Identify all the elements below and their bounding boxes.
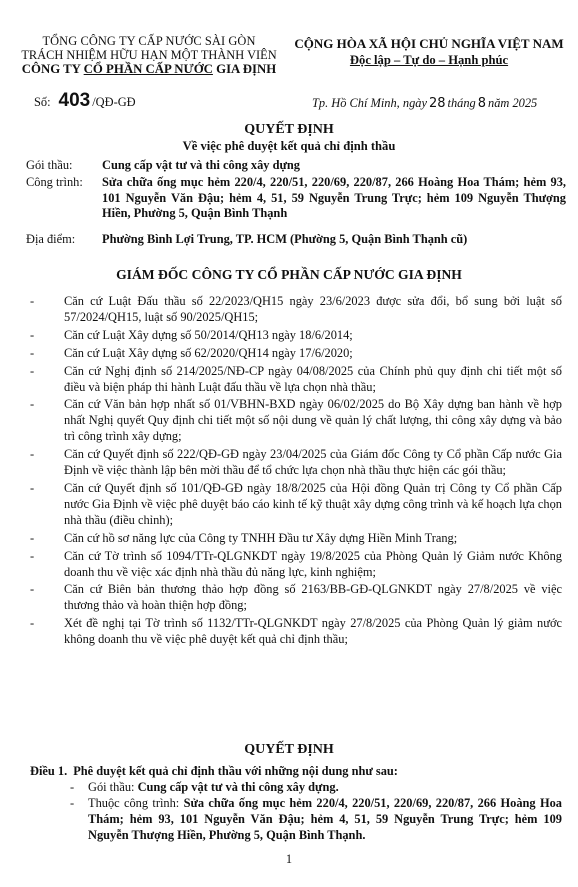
document-number-label: Số:: [34, 95, 51, 109]
info-package: [26, 158, 566, 174]
legal-basis-item: - Căn cứ Biên bản thương thảo hợp đồng số 2163/BB-GĐ-QLGNKDT ngày 27/8/2025 về việc thương thảo và hoàn thiện hợp đồng;: [30, 582, 562, 613]
issuer-parent-type: TRÁCH NHIỆM HỮU HẠN MỘT THÀNH VIÊN: [21, 48, 277, 62]
national-motto: Độc lập – Tự do – Hạnh phúc: [349, 53, 509, 67]
article-item-label: Gói thầu:: [88, 780, 138, 794]
legal-basis-item: - Căn cứ Văn bản hợp nhất số 01/VBHN-BXD ngày 06/02/2025 do Bộ Xây dựng ban hành về hợp nhất Nghị quyết Quy định chi tiết một số nội dung về quản lý chất lượng, thi công xây dựng và bảo trì công trình xây dựng;: [30, 397, 562, 444]
article-item-value: Cung cấp vật tư và thi công xây dựng.: [137, 780, 339, 794]
issuer-name-part: GIA ĐỊNH: [212, 62, 277, 76]
date-month-label: tháng: [447, 96, 476, 110]
article-label: Điều 1.: [30, 764, 68, 778]
page-number: 1: [285, 852, 293, 866]
article-1-heading: [30, 763, 562, 779]
issuer-parent-name: TỔNG CÔNG TY CẤP NƯỚC SÀI GÒN: [42, 34, 256, 48]
document-subtitle: Về việc phê duyệt kết quả chỉ định thầu: [182, 139, 396, 153]
info-value: Sửa chữa ống mục hẻm 220/4, 220/51, 220/69, 220/87, 266 Hoàng Hoa Thám; hẻm 93, 101 Nguyễn Văn Đậu; hẻm 4, 51, 59 Nguyễn Trung Trực; hẻm 109 Nguyễn Thượng Hiền, Phường 5, Quận Bình Thạnh: [102, 175, 566, 220]
article-item-label: Thuộc công trình:: [88, 796, 184, 810]
decision-heading: QUYẾT ĐỊNH: [244, 742, 334, 757]
legal-basis-item: - Căn cứ Luật Xây dựng số 62/2020/QH14 ngày 17/6/2020;: [30, 345, 353, 360]
article-item-value: Sửa chữa ống mục hẻm 220/4, 220/51, 220/69, 220/87, 266 Hoàng Hoa Thám; hẻm 93, 101 Nguyễn Văn Đậu; hẻm 4, 51, 59 Nguyễn Trung Trực; hẻm 109 Nguyễn Thượng Hiền, Phường 5, Quận Bình Thạnh.: [88, 796, 562, 842]
info-label: Địa điểm:: [26, 232, 76, 246]
legal-basis-item: - Căn cứ Quyết định số 101/QĐ-GĐ ngày 18/8/2025 của Hội đồng Quản trị Công ty Cổ phần Cấp nước Gia Định về việc phê duyệt báo cáo kinh tế kỹ thuật xây dựng công trình và kế hoạch lựa chọn nhà thầu (điều chỉnh);: [30, 480, 562, 527]
director-heading: GIÁM ĐỐC CÔNG TY CỔ PHẦN CẤP NƯỚC GIA ĐỊNH: [116, 267, 462, 282]
info-label: Gói thầu:: [26, 158, 73, 172]
date-year: năm 2025: [488, 96, 538, 110]
issuer-name-part: CÔNG TY: [21, 62, 84, 76]
national-name: CỘNG HÒA XÃ HỘI CHỦ NGHĨA VIỆT NAM: [294, 36, 564, 51]
issuer-header: [14, 34, 284, 76]
legal-basis-item: - Căn cứ Quyết định số 222/QĐ-GĐ ngày 23/04/2025 của Giám đốc Công ty Cổ phần Cấp nước Gia Định về việc thành lập bên mời thầu để tổ chức lựa chọn nhà thầu thực hiện các gói thầu;: [30, 447, 562, 478]
legal-bases-list: [30, 294, 562, 650]
legal-basis-item: - Căn cứ Tờ trình số 1094/TTr-QLGNKDT ngày 19/8/2025 của Phòng Quản lý Giảm nước Không doanh thu về việc xác định nhà thầu đủ năng lực, kinh nghiệm;: [30, 548, 562, 579]
date-prefix: Tp. Hồ Chí Minh, ngày: [312, 96, 427, 110]
article-item: - Gói thầu: Cung cấp vật tư và thi công xây dựng.: [70, 780, 339, 794]
document-number-suffix: /QĐ-GĐ: [92, 95, 136, 109]
info-label: Công trình:: [26, 175, 83, 189]
date-month: 8: [477, 96, 487, 111]
document-number-value: 403: [58, 90, 91, 111]
legal-basis-item: - Xét đề nghị tại Tờ trình số 1132/TTr-QLGNKDT ngày 27/8/2025 của Phòng Quản lý giảm nước không doanh thu về việc phê duyệt kết quả chỉ định thầu;: [30, 616, 562, 647]
info-project: [26, 175, 566, 222]
legal-basis-item: - Căn cứ hồ sơ năng lực của Công ty TNHH Đầu tư Xây dựng Hiền Minh Trang;: [30, 530, 458, 545]
document-number: [34, 90, 136, 112]
legal-basis-item: - Căn cứ Nghị định số 214/2025/NĐ-CP ngày 04/08/2025 của Chính phủ quy định chi tiết một số điều và biện pháp thi hành Luật đấu thầu về lựa chọn nhà thầu;: [30, 363, 562, 394]
document-date: [312, 96, 537, 111]
legal-basis-item: - Căn cứ Luật Đấu thầu số 22/2023/QH15 ngày 23/6/2023 được sửa đổi, bổ sung bởi luật số 57/2024/QH15, luật số 90/2025/QH15;: [30, 294, 562, 324]
legal-basis-item: - Căn cứ Luật Xây dựng số 50/2014/QH13 ngày 18/6/2014;: [30, 327, 353, 342]
national-header: [288, 36, 570, 68]
article-item: - Thuộc công trình: Sửa chữa ống mục hẻm 220/4, 220/51, 220/69, 220/87, 266 Hoàng Hoa Thám; hẻm 93, 101 Nguyễn Văn Đậu; hẻm 4, 51, 59 Nguyễn Trung Trực; hẻm 109 Nguyễn Thượng Hiền, Phường 5, Quận Bình Thạnh.: [70, 796, 562, 842]
issuer-name-underlined: CỔ PHẦN CẤP NƯỚC: [83, 62, 213, 76]
info-value: Cung cấp vật tư và thi công xây dựng: [102, 158, 301, 172]
article-1: [30, 763, 562, 843]
info-location: [26, 232, 566, 248]
issuer-company-name: [14, 62, 284, 76]
info-value: Phường Bình Lợi Trung, TP. HCM (Phường 5, Quận Bình Thạnh cũ): [102, 232, 468, 246]
date-day: 28: [428, 96, 446, 111]
document-title: QUYẾT ĐỊNH: [244, 122, 334, 137]
article-text: Phê duyệt kết quả chỉ định thầu với những nội dung như sau:: [73, 764, 398, 778]
